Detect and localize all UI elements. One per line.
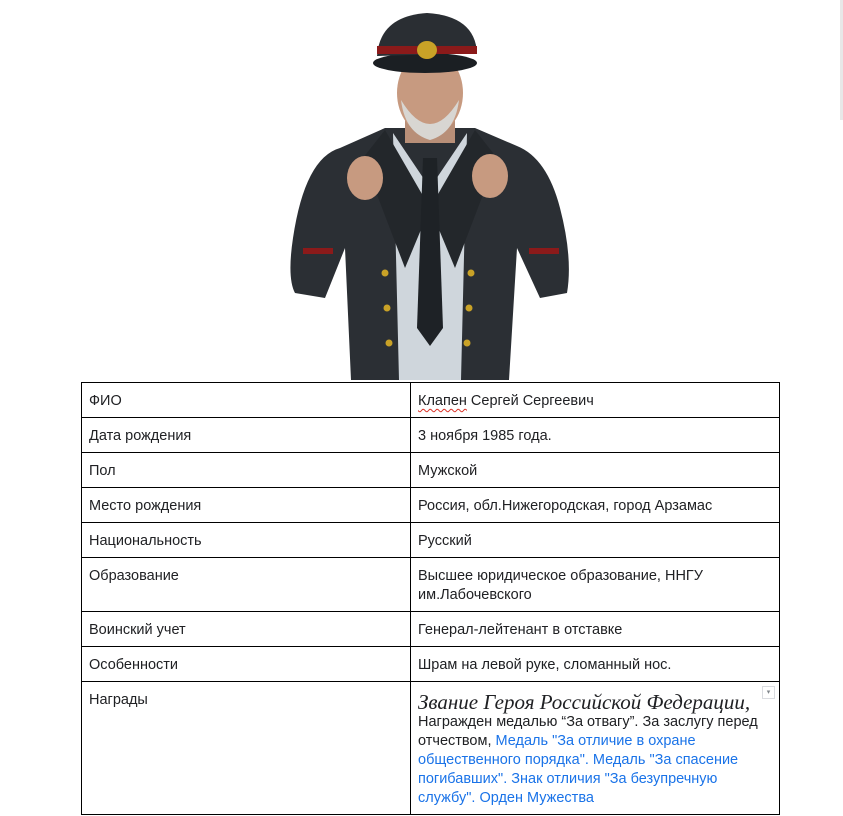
- table-row: [82, 418, 780, 453]
- value-text: Сергей Сергеевич: [466, 393, 594, 409]
- awards-plain-text: Награжден медалью “За отвагу”. За заслугу перед отчеством,: [418, 714, 758, 749]
- separator: .: [471, 790, 480, 806]
- award-link[interactable]: Медаль "За спасение погибавших": [418, 752, 739, 787]
- value-cell[interactable]: Генерал-лейтенант в отставке: [411, 612, 780, 647]
- label-cell[interactable]: Образование: [82, 558, 411, 612]
- misspelled-word[interactable]: Клапен: [418, 393, 467, 409]
- award-link[interactable]: Медаль "За отличие в охране общественного порядка": [418, 733, 696, 768]
- label-cell[interactable]: Дата рождения: [82, 418, 411, 453]
- label-cell[interactable]: Пол: [82, 453, 411, 488]
- table-row: [82, 523, 780, 558]
- table-row: [82, 383, 780, 418]
- value-cell[interactable]: 3 ноября 1985 года.: [411, 418, 780, 453]
- value-cell[interactable]: [411, 383, 780, 418]
- label-cell[interactable]: Воинский учет: [82, 612, 411, 647]
- value-cell[interactable]: Русский: [411, 523, 780, 558]
- info-table: [81, 382, 780, 815]
- separator: .: [584, 752, 593, 768]
- table-row: [82, 612, 780, 647]
- label-cell[interactable]: Особенности: [82, 647, 411, 682]
- table-row: [82, 647, 780, 682]
- value-cell[interactable]: Россия, обл.Нижегородская, город Арзамас: [411, 488, 780, 523]
- table-row: [82, 488, 780, 523]
- table-row: [82, 453, 780, 488]
- label-cell[interactable]: Место рождения: [82, 488, 411, 523]
- value-cell[interactable]: Шрам на левой руке, сломанный нос.: [411, 647, 780, 682]
- label-cell[interactable]: ФИО: [82, 383, 411, 418]
- awards-text: [418, 713, 772, 808]
- table-row: [82, 682, 780, 815]
- label-cell[interactable]: Национальность: [82, 523, 411, 558]
- label-cell[interactable]: Награды: [82, 682, 411, 815]
- chevron-down-icon[interactable]: ▾: [762, 686, 775, 699]
- award-link[interactable]: Знак отличия "За безупречную службу": [418, 771, 718, 806]
- table-row: [82, 558, 780, 612]
- value-cell[interactable]: Высшее юридическое образование, ННГУ им.Лабочевского: [411, 558, 780, 612]
- award-link[interactable]: Орден Мужества: [479, 790, 594, 806]
- separator: .: [503, 771, 512, 787]
- value-cell[interactable]: Мужской: [411, 453, 780, 488]
- general-portrait-icon: [285, 8, 575, 380]
- award-title: Звание Героя Российской Федерации,: [418, 690, 751, 714]
- awards-cell[interactable]: [411, 682, 780, 815]
